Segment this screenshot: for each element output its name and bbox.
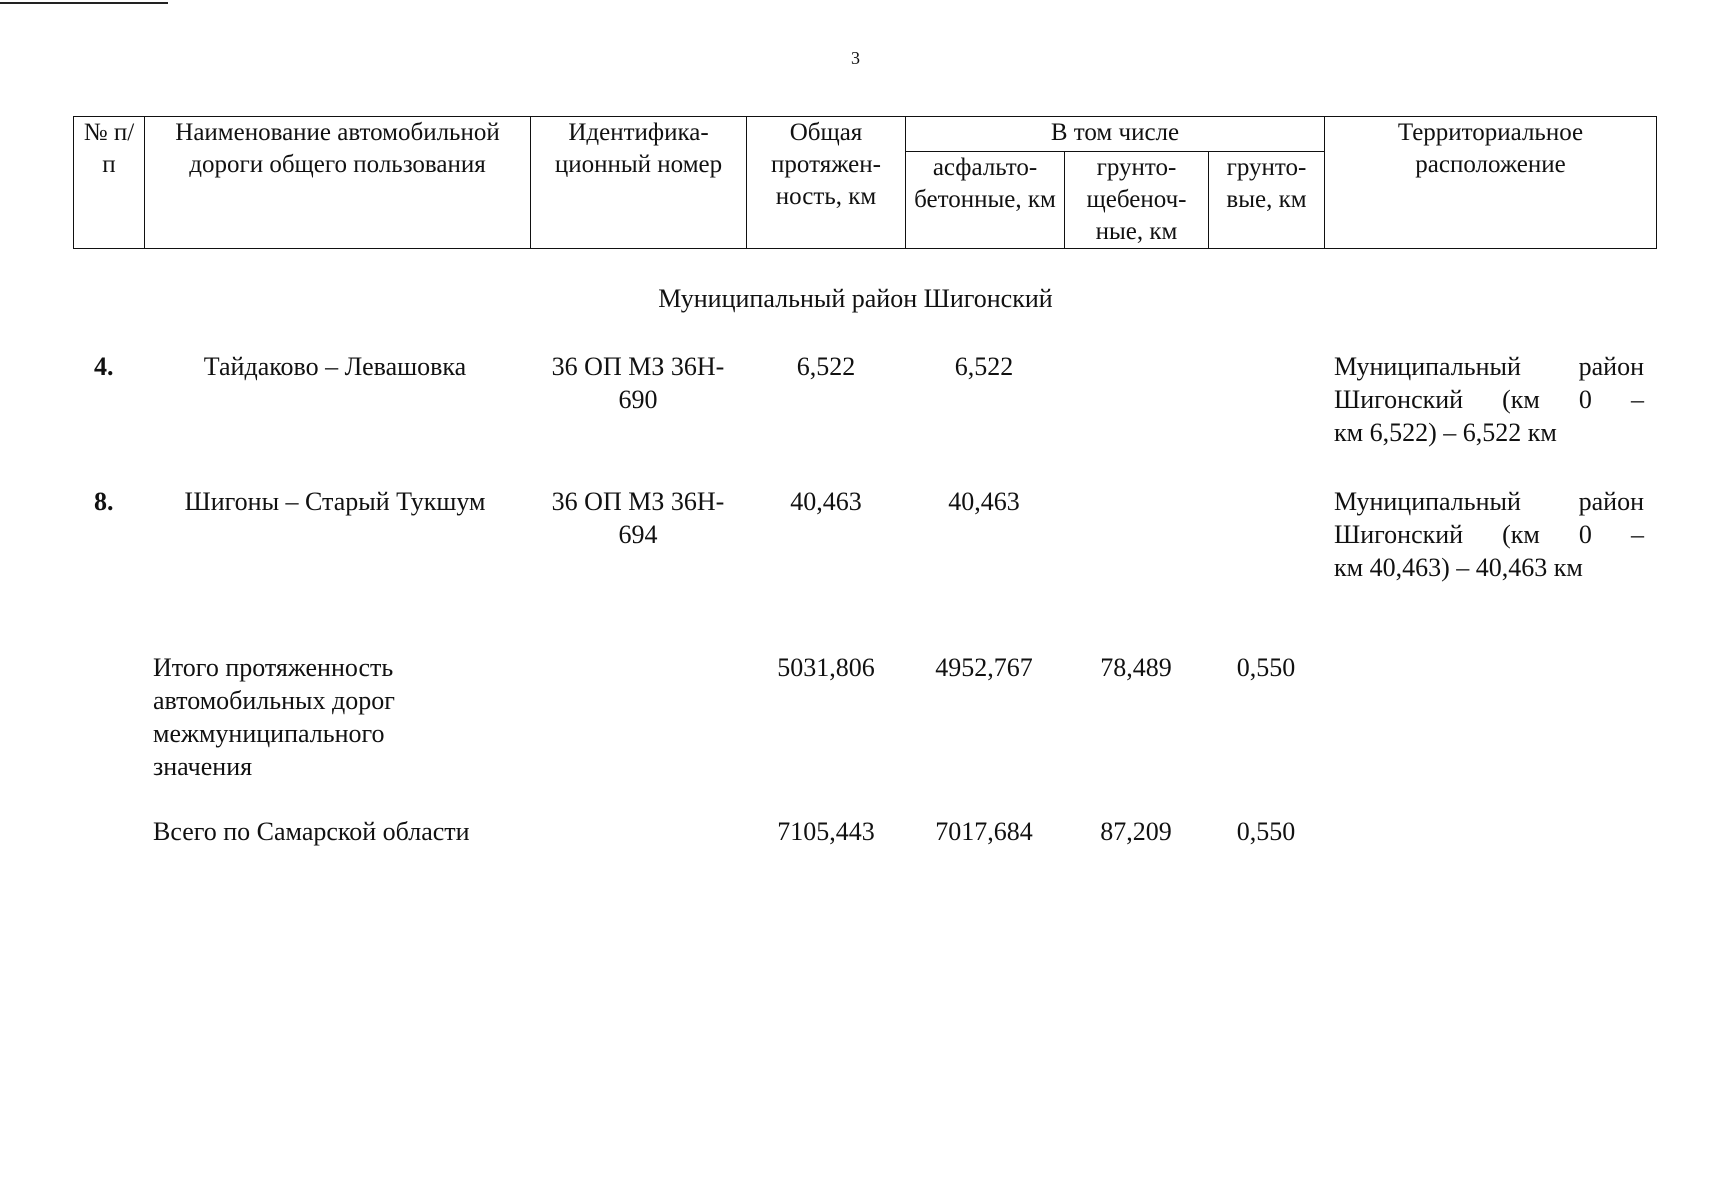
road-location xyxy=(1334,485,1644,584)
road-id xyxy=(536,485,740,551)
location-line1: Муниципальный район xyxy=(1334,487,1644,516)
scan-artifact-line xyxy=(0,2,168,4)
road-name: Тайдаково – Левашовка xyxy=(203,352,467,381)
header-col-id: Идентифика-ционный номер xyxy=(531,117,747,249)
total-dirt: 0,550 xyxy=(1236,653,1296,682)
road-id-line2: 690 xyxy=(618,385,658,414)
road-asphalt: 6,522 xyxy=(954,352,1014,381)
header-col-location: Территориальное расположение xyxy=(1325,117,1657,249)
total-label xyxy=(153,815,513,848)
road-id-line2: 694 xyxy=(618,520,658,549)
road-length: 40,463 xyxy=(790,487,862,516)
location-line3: км 6,522) – 6,522 км xyxy=(1334,418,1557,447)
location-line2: Шигонский (км 0 – xyxy=(1334,385,1644,414)
total-asphalt: 7017,684 xyxy=(935,817,1033,846)
header-col-name: Наименование автомобильной дороги общего пользования xyxy=(145,117,531,249)
location-line2: Шигонский (км 0 – xyxy=(1334,520,1644,549)
section-title: Муниципальный район Шигонский xyxy=(658,284,1053,313)
road-id-line1: 36 ОП МЗ 36Н- xyxy=(551,487,725,516)
road-location xyxy=(1334,350,1644,449)
road-asphalt: 40,463 xyxy=(948,487,1020,516)
total-dirt: 0,550 xyxy=(1236,817,1296,846)
row-number: 8. xyxy=(94,487,114,516)
header-col-including: В том числе xyxy=(906,117,1325,152)
total-asphalt: 4952,767 xyxy=(935,653,1033,682)
total-gravel: 78,489 xyxy=(1100,653,1172,682)
total-length: 5031,806 xyxy=(777,653,875,682)
header-col-dirt: грунто-вые, км xyxy=(1209,152,1325,249)
row-number: 4. xyxy=(94,352,114,381)
table-header xyxy=(73,116,1657,249)
road-name: Шигоны – Старый Тукшум xyxy=(184,487,486,516)
header-col-num: № п/п xyxy=(74,117,145,249)
total-gravel: 87,209 xyxy=(1100,817,1172,846)
road-id-line1: 36 ОП МЗ 36Н- xyxy=(551,352,725,381)
location-line3: км 40,463) – 40,463 км xyxy=(1334,553,1583,582)
road-id xyxy=(536,350,740,416)
location-line1: Муниципальный район xyxy=(1334,352,1644,381)
header-col-asphalt: асфальто-бетонные, км xyxy=(906,152,1065,249)
total-label-line: автомобильных дорог xyxy=(153,686,395,715)
road-length: 6,522 xyxy=(796,352,856,381)
total-length: 7105,443 xyxy=(777,817,875,846)
total-label-line: Итого протяженность xyxy=(153,653,394,682)
header-col-length: Общая протяжен-ность, км xyxy=(747,117,906,249)
header-col-gravel: грунто-щебеноч-ные, км xyxy=(1065,152,1209,249)
total-label-line: Всего по Самарской области xyxy=(153,817,470,846)
total-label-line: значения xyxy=(153,752,253,781)
page-number: 3 xyxy=(851,48,860,68)
total-label xyxy=(153,651,513,783)
total-label-line: межмуниципального xyxy=(153,719,385,748)
